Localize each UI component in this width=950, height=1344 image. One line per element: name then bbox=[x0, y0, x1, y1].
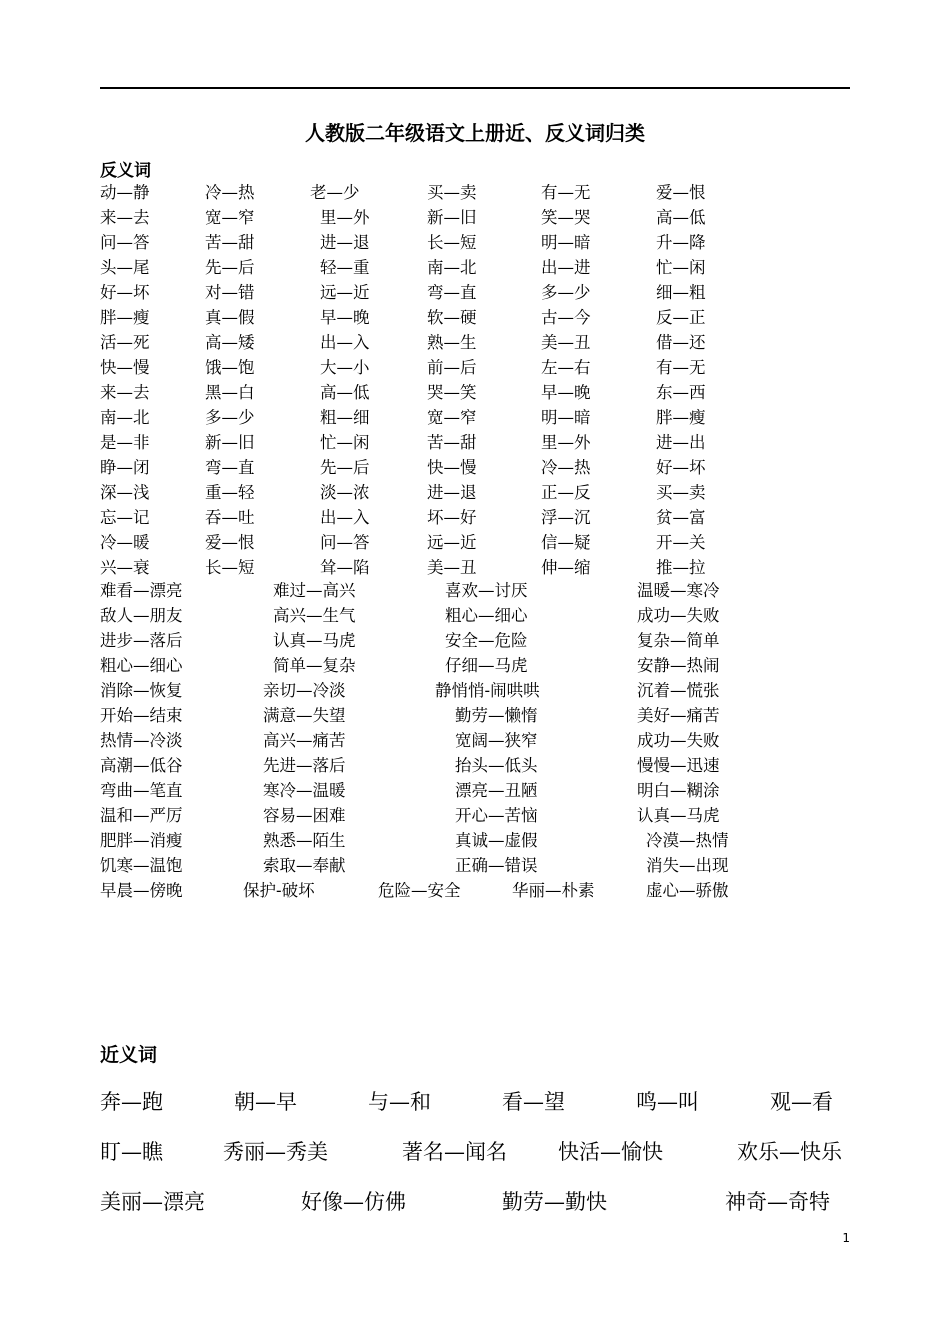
antonym-pair: 好—坏 bbox=[656, 458, 706, 477]
antonym-pair: 有—无 bbox=[656, 358, 706, 377]
antonym-word-pair: 认真—马虎 bbox=[273, 631, 356, 650]
antonym-pair: 进—退 bbox=[427, 483, 477, 502]
antonym-word-pair: 消除—恢复 bbox=[100, 681, 183, 700]
antonym-word-pair: 容易—困难 bbox=[263, 806, 346, 825]
antonym-word-pair: 静悄悄-闹哄哄 bbox=[435, 681, 540, 700]
antonym-pair: 忘—记 bbox=[100, 508, 150, 527]
antonym-pair: 忙—闲 bbox=[320, 433, 370, 452]
antonym-pair: 明—暗 bbox=[541, 233, 591, 252]
antonym-pair: 动—静 bbox=[100, 183, 150, 202]
antonym-word-pair: 保护-破坏 bbox=[243, 881, 315, 900]
antonym-word-pair: 开始—结束 bbox=[100, 706, 183, 725]
antonym-pair: 新—旧 bbox=[205, 433, 255, 452]
synonym-pair: 好像—仿佛 bbox=[301, 1190, 406, 1214]
antonym-word-pair: 明白—糊涂 bbox=[637, 781, 720, 800]
antonym-pair: 黑—白 bbox=[205, 383, 255, 402]
antonym-pair: 重—轻 bbox=[205, 483, 255, 502]
antonym-pair: 有—无 bbox=[541, 183, 591, 202]
synonym-pair: 著名—闻名 bbox=[402, 1140, 507, 1164]
antonym-word-pair: 难过—高兴 bbox=[273, 581, 356, 600]
synonyms-heading: 近义词 bbox=[100, 1044, 158, 1066]
antonym-pair: 宽—窄 bbox=[427, 408, 477, 427]
antonym-pair: 出—进 bbox=[541, 258, 591, 277]
synonym-pair: 神奇—奇特 bbox=[725, 1190, 830, 1214]
antonym-pair: 苦—甜 bbox=[205, 233, 255, 252]
antonym-word-pair: 肥胖—消瘦 bbox=[100, 831, 183, 850]
antonym-word-pair: 美好—痛苦 bbox=[637, 706, 720, 725]
antonym-word-pair: 满意—失望 bbox=[263, 706, 346, 725]
antonym-word-pair: 熟悉—陌生 bbox=[263, 831, 346, 850]
antonym-pair: 东—西 bbox=[656, 383, 706, 402]
antonym-pair: 新—旧 bbox=[427, 208, 477, 227]
antonym-pair: 正—反 bbox=[541, 483, 591, 502]
antonym-pair: 快—慢 bbox=[100, 358, 150, 377]
antonyms-heading: 反义词 bbox=[100, 161, 151, 181]
antonym-pair: 笑—哭 bbox=[541, 208, 591, 227]
antonym-pair: 老—少 bbox=[310, 183, 360, 202]
antonym-word-pair: 高兴—生气 bbox=[273, 606, 356, 625]
antonym-pair: 先—后 bbox=[205, 258, 255, 277]
antonym-pair: 美—丑 bbox=[541, 333, 591, 352]
antonym-pair: 活—死 bbox=[100, 333, 150, 352]
antonym-pair: 胖—瘦 bbox=[100, 308, 150, 327]
synonym-pair: 鸣—叫 bbox=[636, 1090, 699, 1114]
antonym-word-pair: 真诚—虚假 bbox=[455, 831, 538, 850]
antonym-word-pair: 饥寒—温饱 bbox=[100, 856, 183, 875]
antonym-pair: 饿—饱 bbox=[205, 358, 255, 377]
antonym-pair: 哭—笑 bbox=[427, 383, 477, 402]
synonym-pair: 与—和 bbox=[368, 1090, 431, 1114]
antonym-pair: 高—矮 bbox=[205, 333, 255, 352]
antonym-word-pair: 冷漠—热情 bbox=[646, 831, 729, 850]
antonym-word-pair: 粗心—细心 bbox=[100, 656, 183, 675]
antonym-pair: 熟—生 bbox=[427, 333, 477, 352]
antonym-pair: 早—晚 bbox=[541, 383, 591, 402]
antonym-word-pair: 温暖—寒冷 bbox=[637, 581, 720, 600]
antonym-pair: 粗—细 bbox=[320, 408, 370, 427]
antonym-pair: 淡—浓 bbox=[320, 483, 370, 502]
antonym-word-pair: 成功—失败 bbox=[637, 606, 720, 625]
antonym-pair: 贫—富 bbox=[656, 508, 706, 527]
antonym-word-pair: 亲切—冷淡 bbox=[263, 681, 346, 700]
antonym-pair: 来—去 bbox=[100, 383, 150, 402]
antonym-pair: 冷—热 bbox=[205, 183, 255, 202]
antonym-pair: 美—丑 bbox=[427, 558, 477, 577]
antonym-pair: 出—入 bbox=[320, 508, 370, 527]
document-title: 人教版二年级语文上册近、反义词归类 bbox=[305, 121, 645, 145]
antonym-pair: 长—短 bbox=[205, 558, 255, 577]
antonym-pair: 买—卖 bbox=[656, 483, 706, 502]
synonym-pair: 盯—瞧 bbox=[100, 1140, 163, 1164]
antonym-pair: 软—硬 bbox=[427, 308, 477, 327]
antonym-word-pair: 仔细—马虎 bbox=[445, 656, 528, 675]
antonym-pair: 宽—窄 bbox=[205, 208, 255, 227]
antonym-word-pair: 宽阔—狭窄 bbox=[455, 731, 538, 750]
antonym-pair: 南—北 bbox=[100, 408, 150, 427]
antonym-pair: 明—暗 bbox=[541, 408, 591, 427]
antonym-pair: 里—外 bbox=[320, 208, 370, 227]
antonym-word-pair: 高潮—低谷 bbox=[100, 756, 183, 775]
antonym-pair: 忙—闲 bbox=[656, 258, 706, 277]
antonym-word-pair: 早晨—傍晚 bbox=[100, 881, 183, 900]
antonym-pair: 伸—缩 bbox=[541, 558, 591, 577]
antonym-pair: 真—假 bbox=[205, 308, 255, 327]
antonym-word-pair: 沉着—慌张 bbox=[637, 681, 720, 700]
antonym-pair: 来—去 bbox=[100, 208, 150, 227]
antonym-pair: 南—北 bbox=[427, 258, 477, 277]
antonym-pair: 好—坏 bbox=[100, 283, 150, 302]
antonym-pair: 睁—闭 bbox=[100, 458, 150, 477]
antonym-word-pair: 抬头—低头 bbox=[455, 756, 538, 775]
antonym-pair: 坏—好 bbox=[427, 508, 477, 527]
antonym-word-pair: 漂亮—丑陋 bbox=[455, 781, 538, 800]
antonym-word-pair: 勤劳—懒惰 bbox=[455, 706, 538, 725]
antonym-word-pair: 危险—安全 bbox=[378, 881, 461, 900]
antonym-pair: 先—后 bbox=[320, 458, 370, 477]
antonym-pair: 吞—吐 bbox=[205, 508, 255, 527]
antonym-word-pair: 安全—危险 bbox=[445, 631, 528, 650]
antonym-word-pair: 喜欢—讨厌 bbox=[445, 581, 528, 600]
synonym-pair: 秀丽—秀美 bbox=[223, 1140, 328, 1164]
antonym-word-pair: 寒冷—温暖 bbox=[263, 781, 346, 800]
antonym-pair: 远—近 bbox=[320, 283, 370, 302]
antonym-pair: 左—右 bbox=[541, 358, 591, 377]
antonym-pair: 高—低 bbox=[320, 383, 370, 402]
antonym-pair: 快—慢 bbox=[427, 458, 477, 477]
antonym-pair: 进—出 bbox=[656, 433, 706, 452]
antonym-pair: 升—降 bbox=[656, 233, 706, 252]
antonym-pair: 细—粗 bbox=[656, 283, 706, 302]
antonym-pair: 爱—恨 bbox=[656, 183, 706, 202]
antonym-word-pair: 热情—冷淡 bbox=[100, 731, 183, 750]
antonym-pair: 前—后 bbox=[427, 358, 477, 377]
antonym-word-pair: 弯曲—笔直 bbox=[100, 781, 183, 800]
antonym-word-pair: 慢慢—迅速 bbox=[637, 756, 720, 775]
antonym-word-pair: 简单—复杂 bbox=[273, 656, 356, 675]
antonym-pair: 多—少 bbox=[205, 408, 255, 427]
antonym-pair: 头—尾 bbox=[100, 258, 150, 277]
antonym-pair: 早—晚 bbox=[320, 308, 370, 327]
antonym-pair: 轻—重 bbox=[320, 258, 370, 277]
antonym-word-pair: 索取—奉献 bbox=[263, 856, 346, 875]
antonym-pair: 爱—恨 bbox=[205, 533, 255, 552]
antonym-pair: 进—退 bbox=[320, 233, 370, 252]
antonym-word-pair: 开心—苦恼 bbox=[455, 806, 538, 825]
antonym-pair: 开—关 bbox=[656, 533, 706, 552]
antonym-word-pair: 敌人—朋友 bbox=[100, 606, 183, 625]
synonym-pair: 奔—跑 bbox=[100, 1090, 163, 1114]
antonym-pair: 借—还 bbox=[656, 333, 706, 352]
antonym-pair: 信—疑 bbox=[541, 533, 591, 552]
antonym-pair: 买—卖 bbox=[427, 183, 477, 202]
antonym-word-pair: 粗心—细心 bbox=[445, 606, 528, 625]
antonym-pair: 出—入 bbox=[320, 333, 370, 352]
antonym-pair: 弯—直 bbox=[205, 458, 255, 477]
antonym-pair: 问—答 bbox=[320, 533, 370, 552]
antonym-pair: 推—拉 bbox=[656, 558, 706, 577]
header-rule bbox=[100, 87, 850, 89]
antonym-pair: 里—外 bbox=[541, 433, 591, 452]
antonym-word-pair: 成功—失败 bbox=[637, 731, 720, 750]
antonym-pair: 对—错 bbox=[205, 283, 255, 302]
synonym-pair: 美丽—漂亮 bbox=[100, 1190, 205, 1214]
antonym-word-pair: 难看—漂亮 bbox=[100, 581, 183, 600]
antonym-word-pair: 高兴—痛苦 bbox=[263, 731, 346, 750]
antonym-pair: 兴—衰 bbox=[100, 558, 150, 577]
synonym-pair: 勤劳—勤快 bbox=[502, 1190, 607, 1214]
synonym-pair: 快活—愉快 bbox=[558, 1140, 663, 1164]
page-number: 1 bbox=[842, 1231, 850, 1245]
antonym-pair: 高—低 bbox=[656, 208, 706, 227]
antonym-word-pair: 先进—落后 bbox=[263, 756, 346, 775]
antonym-pair: 多—少 bbox=[541, 283, 591, 302]
antonym-pair: 胖—瘦 bbox=[656, 408, 706, 427]
antonym-pair: 冷—热 bbox=[541, 458, 591, 477]
antonym-word-pair: 复杂—简单 bbox=[637, 631, 720, 650]
antonym-pair: 耸—陷 bbox=[320, 558, 370, 577]
antonym-pair: 浮—沉 bbox=[541, 508, 591, 527]
synonym-pair: 朝—早 bbox=[234, 1090, 297, 1114]
antonym-word-pair: 安静—热闹 bbox=[637, 656, 720, 675]
antonym-word-pair: 进步—落后 bbox=[100, 631, 183, 650]
antonym-pair: 深—浅 bbox=[100, 483, 150, 502]
synonym-pair: 看—望 bbox=[502, 1090, 565, 1114]
antonym-pair: 苦—甜 bbox=[427, 433, 477, 452]
antonym-word-pair: 温和—严厉 bbox=[100, 806, 183, 825]
antonym-word-pair: 正确—错误 bbox=[455, 856, 538, 875]
antonym-pair: 反—正 bbox=[656, 308, 706, 327]
antonym-pair: 问—答 bbox=[100, 233, 150, 252]
antonym-pair: 古—今 bbox=[541, 308, 591, 327]
synonym-pair: 欢乐—快乐 bbox=[737, 1140, 842, 1164]
antonym-word-pair: 虚心—骄傲 bbox=[646, 881, 729, 900]
antonym-pair: 长—短 bbox=[427, 233, 477, 252]
antonym-word-pair: 消失—出现 bbox=[646, 856, 729, 875]
antonym-word-pair: 华丽—朴素 bbox=[512, 881, 595, 900]
antonym-pair: 弯—直 bbox=[427, 283, 477, 302]
antonym-pair: 是—非 bbox=[100, 433, 150, 452]
antonym-word-pair: 认真—马虎 bbox=[637, 806, 720, 825]
antonym-pair: 大—小 bbox=[320, 358, 370, 377]
antonym-pair: 冷—暖 bbox=[100, 533, 150, 552]
antonym-pair: 远—近 bbox=[427, 533, 477, 552]
synonym-pair: 观—看 bbox=[770, 1090, 833, 1114]
